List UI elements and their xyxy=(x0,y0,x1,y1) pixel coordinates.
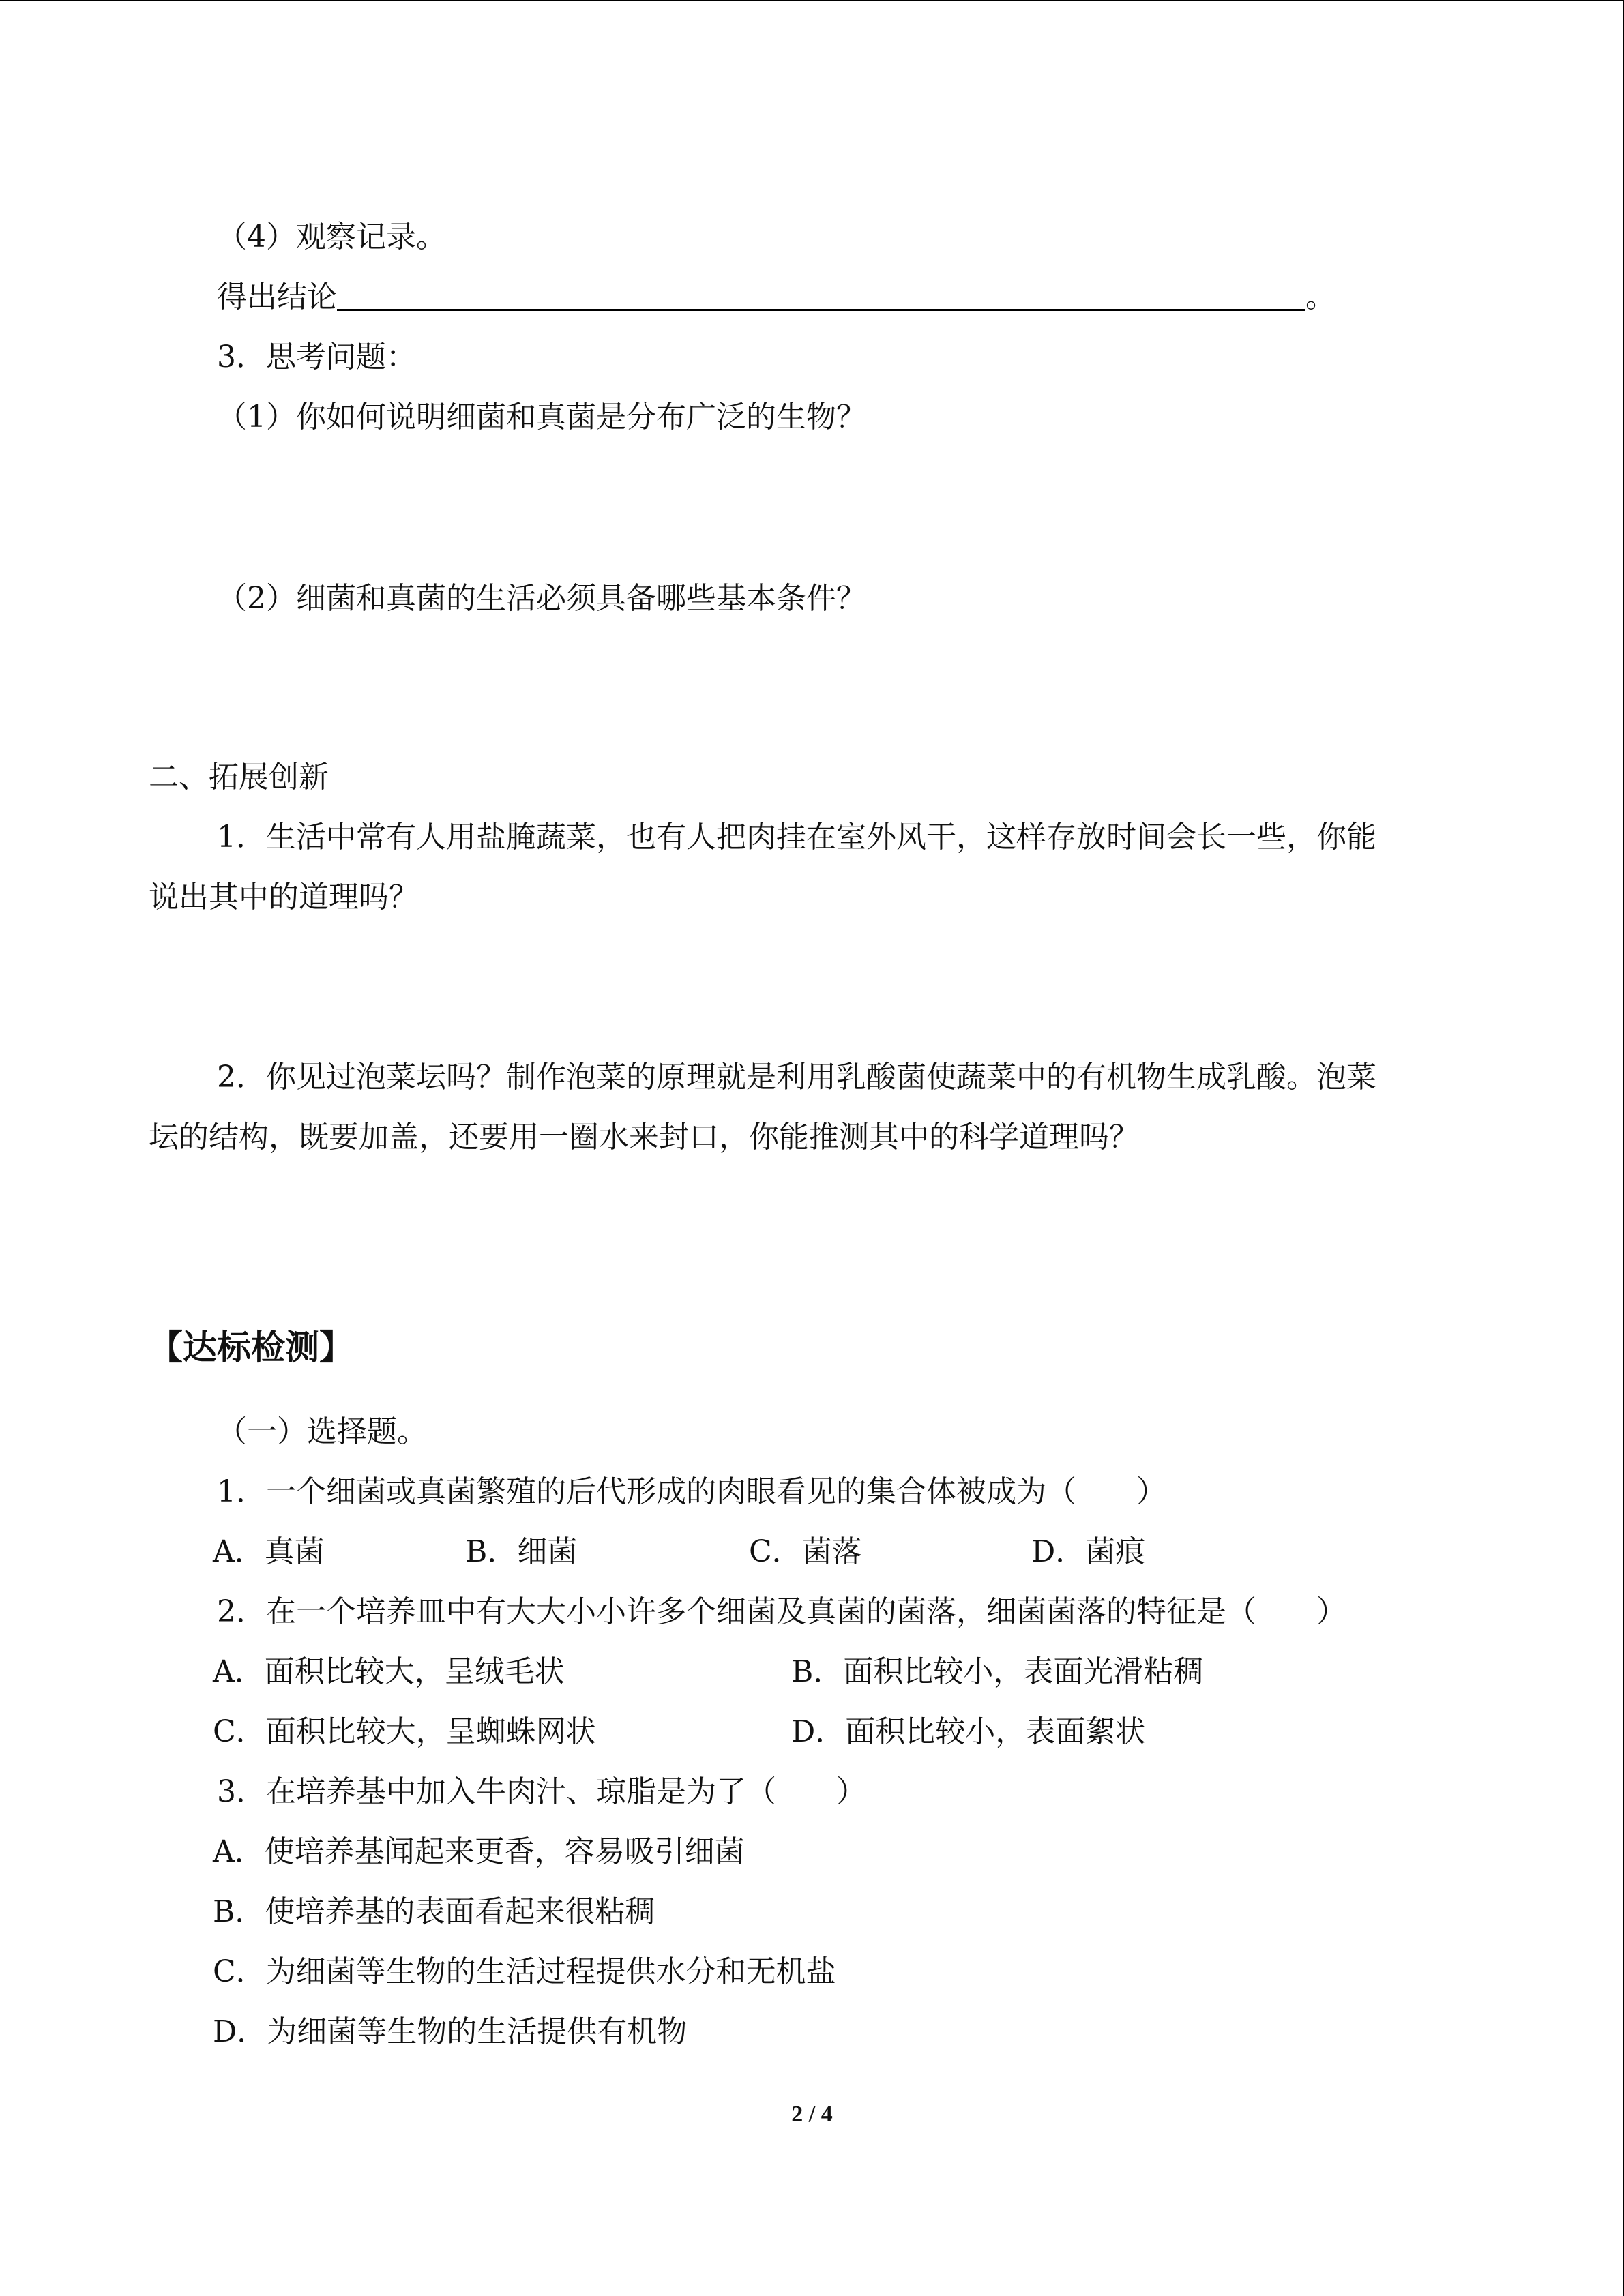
page-number: 2 / 4 xyxy=(791,2102,833,2127)
question-3-option-c: C．为细菌等生物的生活过程提供水分和无机盐 xyxy=(213,1954,836,1989)
question-1-option-d: D．菌痕 xyxy=(1031,1534,1146,1569)
section-title-expand: 二、拓展创新 xyxy=(149,760,329,794)
question-2-option-d: D．面积比较小，表面絮状 xyxy=(791,1714,1146,1749)
conclusion-end: 。 xyxy=(1305,280,1335,314)
expand-question-2-line-1: 2．你见过泡菜坛吗？制作泡菜的原理就是利用乳酸菌使蔬菜中的有机物生成乳酸。泡菜 xyxy=(217,1060,1376,1094)
observe-record: （4）观察记录。 xyxy=(217,220,446,254)
question-2-option-c: C．面积比较大，呈蜘蛛网状 xyxy=(213,1714,596,1749)
conclusion-label: 得出结论 xyxy=(217,280,337,314)
question-3-option-b: B．使培养基的表面看起来很粘稠 xyxy=(213,1894,655,1929)
question-2-option-b: B．面积比较小，表面光滑粘稠 xyxy=(791,1654,1204,1689)
question-2-stem: 2．在一个培养皿中有大大小小许多个细菌及真菌的菌落，细菌菌落的特征是（ ） xyxy=(217,1594,1346,1629)
question-1-stem: 1．一个细菌或真菌繁殖的后代形成的肉眼看见的集合体被成为（ ） xyxy=(217,1474,1166,1509)
question-1-option-a: A．真菌 xyxy=(213,1534,325,1569)
question-3-option-a: A．使培养基闻起来更香，容易吸引细菌 xyxy=(213,1834,745,1869)
question-3-option-d: D．为细菌等生物的生活提供有机物 xyxy=(213,2014,688,2049)
conclusion-line xyxy=(217,277,1335,318)
think-question-1: （1）你如何说明细菌和真菌是分布广泛的生物？ xyxy=(217,400,866,434)
think-question-2: （2）细菌和真菌的生活必须具备哪些基本条件？ xyxy=(217,581,866,616)
think-title: 3．思考问题： xyxy=(217,340,416,374)
choice-part-title: （一）选择题。 xyxy=(217,1414,427,1449)
conclusion-blank xyxy=(337,279,1305,311)
question-1-option-c: C．菌落 xyxy=(749,1534,862,1569)
question-3-stem: 3．在培养基中加入牛肉汁、琼脂是为了（ ） xyxy=(217,1774,866,1809)
expand-question-1-line-2: 说出其中的道理吗？ xyxy=(149,880,419,914)
question-2-option-a: A．面积比较大，呈绒毛状 xyxy=(213,1654,565,1689)
expand-question-1-line-1: 1．生活中常有人用盐腌蔬菜，也有人把肉挂在室外风干，这样存放时间会长一些，你能 xyxy=(217,820,1376,854)
expand-question-2-line-2: 坛的结构，既要加盖，还要用一圈水来封口，你能推测其中的科学道理吗？ xyxy=(149,1120,1139,1154)
question-1-option-b: B．细菌 xyxy=(465,1534,578,1569)
test-heading: 【达标检测】 xyxy=(149,1327,353,1367)
